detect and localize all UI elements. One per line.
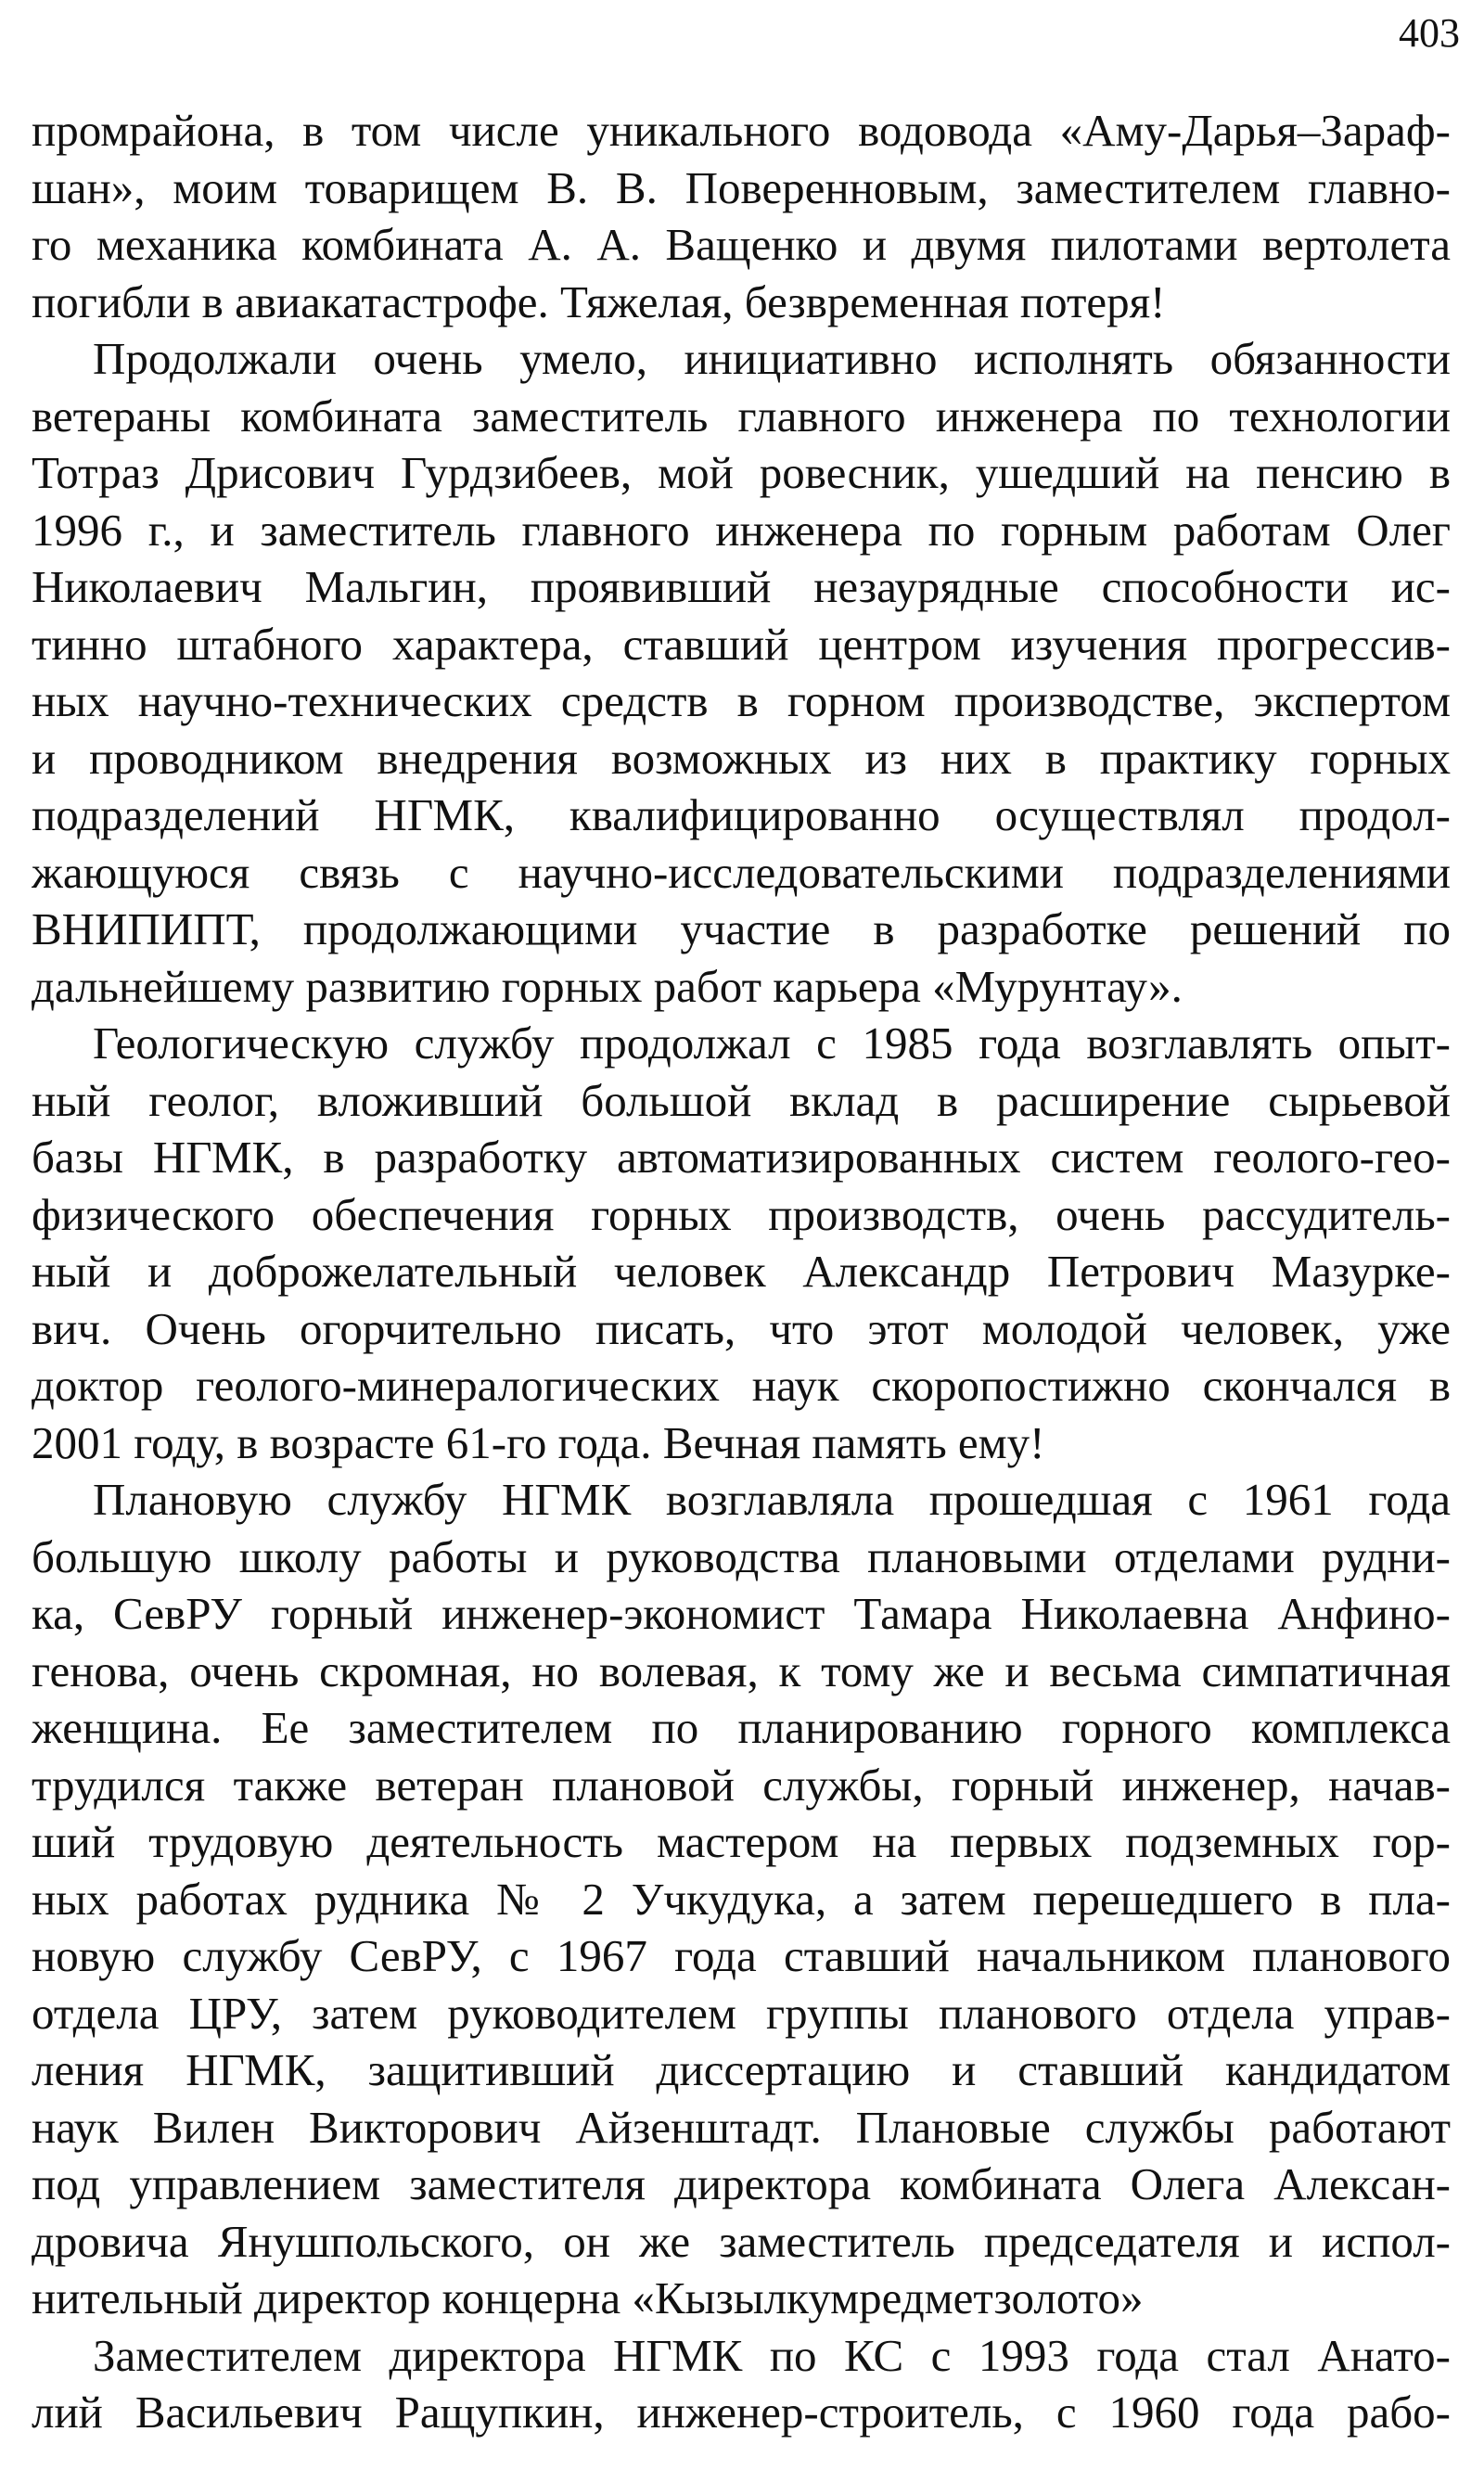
- text-line: базы НГМК, в разработку автоматизированных систем геолого-гео-: [32, 1132, 1451, 1183]
- text-line: Тотраз Дрисович Гурдзибеев, мой ровесник, ушедший на пенсию в: [32, 447, 1451, 498]
- text-line: Продолжали очень умело, инициативно исполнять обязанности: [93, 333, 1451, 384]
- text-line: доктор геолого-минералогических наук скоропостижно скончался в: [32, 1360, 1451, 1411]
- text-line: 1996 г., и заместитель главного инженера по горным работам Олег: [32, 504, 1451, 556]
- page-number: 403: [1399, 10, 1460, 56]
- body-text: [32, 102, 1451, 2441]
- text-line: физического обеспечения горных производств, очень рассудитель-: [32, 1188, 1451, 1240]
- text-line: ных научно-технических средств в горном производстве, экспертом: [32, 675, 1451, 726]
- text-line: погибли в авиакатастрофе. Тяжелая, безвременная потеря!: [32, 275, 1166, 327]
- text-line: промрайона, в том числе уникального водовода «Аму-Дарья–Зараф-: [32, 105, 1451, 156]
- text-line: наук Вилен Викторович Айзенштадт. Плановые службы работают: [32, 2101, 1451, 2153]
- text-line: жающуюся связь с научно-исследовательскими подразделениями: [32, 846, 1451, 898]
- text-line: новую службу СевРУ, с 1967 года ставший начальником планового: [32, 1930, 1451, 1981]
- text-line: лий Васильевич Ращупкин, инженер-строитель, с 1960 года рабо-: [32, 2387, 1451, 2438]
- text-line: Николаевич Мальгин, проявивший незаурядные способности ис-: [32, 561, 1451, 612]
- text-line: женщина. Ее заместителем по планированию горного комплекса: [32, 1702, 1451, 1753]
- text-line: вич. Очень огорчительно писать, что этот молодой человек, уже: [32, 1302, 1451, 1354]
- text-line: ных работах рудника № 2 Учкудука, а затем перешедшего в пла-: [32, 1873, 1451, 1925]
- text-line: ления НГМК, защитивший диссертацию и ставший кандидатом: [32, 2044, 1451, 2095]
- text-line: 2001 году, в возрасте 61-го года. Вечная память ему!: [32, 1416, 1045, 1468]
- text-line: ный геолог, вложивший большой вклад в расширение сырьевой: [32, 1074, 1451, 1126]
- text-line: Заместителем директора НГМК по КС с 1993 года стал Анато-: [93, 2329, 1451, 2381]
- text-line: Плановую службу НГМК возглавляла прошедшая с 1961 года: [93, 1474, 1451, 1525]
- text-line: го механика комбината А. А. Ващенко и двумя пилотами вертолета: [32, 219, 1451, 270]
- text-line: дальнейшему развитию горных работ карьера «Мурунтау».: [32, 960, 1183, 1012]
- text-line: ный и доброжелательный человек Александр Петрович Мазурке-: [32, 1246, 1451, 1297]
- text-line: подразделений НГМК, квалифицированно осуществлял продол-: [32, 789, 1451, 840]
- text-line: под управлением заместителя директора комбината Олега Алексан-: [32, 2158, 1451, 2209]
- text-line: отдела ЦРУ, затем руководителем группы планового отдела управ-: [32, 1987, 1451, 2039]
- text-line: генова, очень скромная, но волевая, к тому же и весьма симпатичная: [32, 1645, 1451, 1696]
- text-line: шан», моим товарищем В. В. Поверенновым, заместителем главно-: [32, 161, 1451, 213]
- text-line: ка, СевРУ горный инженер-экономист Тамара Николаевна Анфино-: [32, 1588, 1451, 1639]
- text-line: тинно штабного характера, ставший центром изучения прогрессив-: [32, 618, 1451, 670]
- text-line: ВНИПИПТ, продолжающими участие в разработке решений по: [32, 903, 1451, 954]
- text-line: Геологическую службу продолжал с 1985 года возглавлять опыт-: [93, 1018, 1451, 1069]
- text-line: дровича Янушпольского, он же заместитель председателя и испол-: [32, 2215, 1451, 2267]
- text-line: ветераны комбината заместитель главного инженера по технологии: [32, 390, 1451, 442]
- text-line: и проводником внедрения возможных из них в практику горных: [32, 732, 1451, 784]
- text-line: ший трудовую деятельность мастером на первых подземных гор-: [32, 1816, 1451, 1867]
- text-line: большую школу работы и руководства плановыми отделами рудни-: [32, 1530, 1451, 1582]
- text-line: трудился также ветеран плановой службы, горный инженер, начав-: [32, 1759, 1451, 1811]
- text-line: нительный директор концерна «Кызылкумредметзолото»: [32, 2272, 1144, 2323]
